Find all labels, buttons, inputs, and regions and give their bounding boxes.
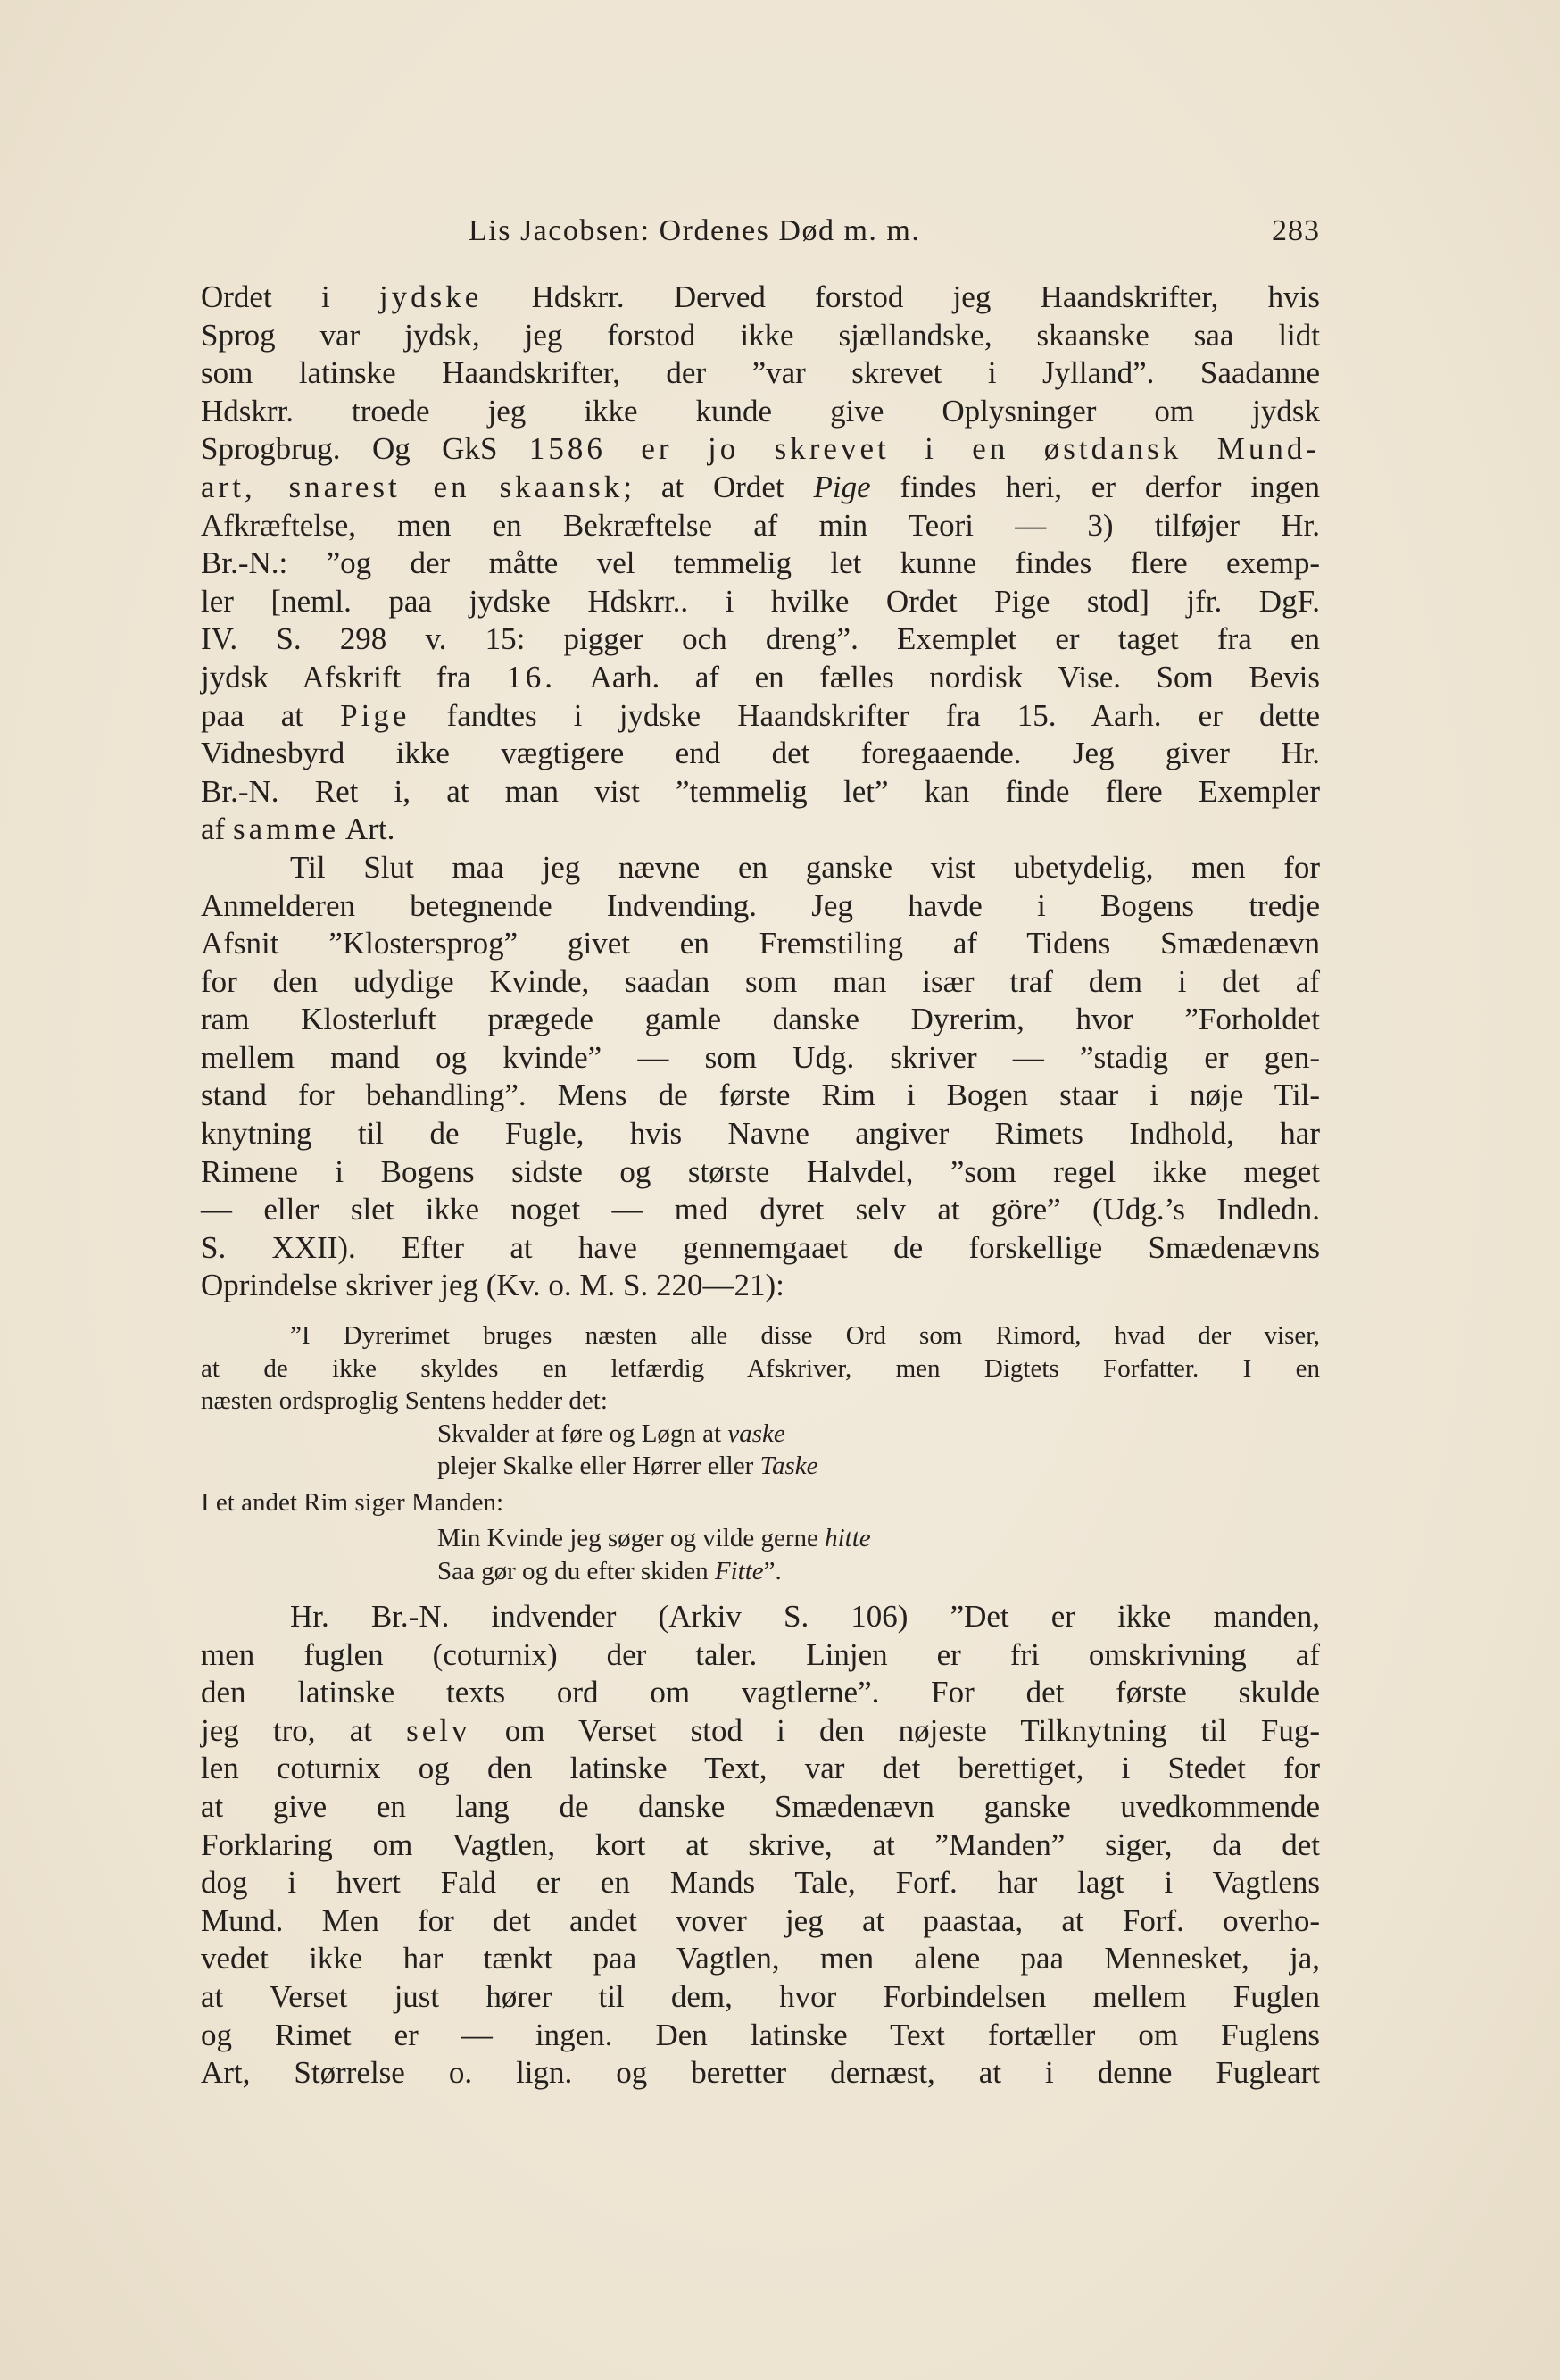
text-line: Ordet i jydske Hdskrr. Derved forstod jeg Haandskrifter, hvis [201, 279, 1320, 314]
text-line: at give en lang de danske Smædenævn ganske uvedkommende [201, 1789, 1320, 1824]
text-line: at Verset just hører til dem, hvor Forbindelsen mellem Fuglen [201, 1978, 1320, 2014]
text-line: IV. S. 298 v. 15: pigger och dreng”. Exemplet er taget fra en [201, 621, 1320, 657]
text-line: Br.-N. Ret i, at man vist ”temmelig let” kan finde flere Exempler [201, 773, 1320, 809]
text-line: jydsk Afskrift fra 16. Aarh. af en fælles nordisk Vise. Som Bevis [201, 659, 1320, 695]
running-head: Lis Jacobsen: Ordenes Død m. m. [469, 214, 921, 247]
text-line: Oprindelse skriver jeg (Kv. o. M. S. 220—21): [201, 1268, 784, 1303]
text-line: stand for behandling”. Mens de første Rim i Bogen staar i nøje Til- [201, 1078, 1320, 1113]
text-line: Mund. Men for det andet vover jeg at paastaa, at Forf. overho- [201, 1902, 1320, 1938]
block-quote [201, 1319, 1320, 1587]
text-line: len coturnix og den latinske Text, var det berettiget, i Stedet for [201, 1751, 1320, 1786]
verse-line: Saa gør og du efter skiden Fitte”. [437, 1556, 782, 1585]
text-line: Rimene i Bogens sidste og største Halvdel, ”som regel ikke meget [201, 1153, 1320, 1189]
page-number: 283 [1272, 214, 1320, 247]
text-line: ler [neml. paa jydske Hdskrr.. i hvilke Ordet Pige stod] jfr. DgF. [201, 583, 1320, 619]
text-line: Til Slut maa jeg nævne en ganske vist ubetydelig, men for [290, 849, 1320, 885]
text-line: Vidnesbyrd ikke vægtigere end det foregaaende. Jeg giver Hr. [201, 736, 1320, 771]
text-line: Afkræftelse, men en Bekræftelse af min Teori — 3) tilføjer Hr. [201, 507, 1320, 543]
text-line: Br.-N.: ”og der måtte vel temmelig let kunne findes flere exemp- [201, 545, 1320, 581]
text-line: Sprog var jydsk, jeg forstod ikke sjællandske, skaanske saa lidt [201, 317, 1320, 353]
verse-line: Min Kvinde jeg søger og vilde gerne hitte [437, 1524, 871, 1553]
text-line: for den udydige Kvinde, saadan som man især traf dem i det af [201, 963, 1320, 999]
text-line: som latinske Haandskrifter, der ”var skrevet i Jylland”. Saadanne [201, 355, 1320, 391]
text-line: — eller slet ikke noget — med dyret selv at göre” (Udg.’s Indledn. [201, 1192, 1320, 1227]
text-line: Hr. Br.-N. indvender (Arkiv S. 106) ”Det er ikke manden, [290, 1599, 1320, 1635]
verse-line: plejer Skalke eller Hørrer eller Taske [437, 1452, 818, 1481]
paragraph-2 [201, 849, 1320, 1305]
text-line: mellem mand og kvinde” — som Udg. skriver — ”stadig er gen- [201, 1039, 1320, 1075]
text-line: den latinske texts ord om vagtlerne”. For det første skulde [201, 1675, 1320, 1710]
quote-line: at de ikke skyldes en letfærdig Afskriver, men Digtets Forfatter. I en [201, 1353, 1320, 1383]
text-line: dog i hvert Fald er en Mands Tale, Forf. har lagt i Vagtlens [201, 1865, 1320, 1901]
text-line: S. XXII). Efter at have gennemgaaet de forskellige Smædenævns [201, 1229, 1320, 1265]
text-line: og Rimet er — ingen. Den latinske Text fortæller om Fuglens [201, 2017, 1320, 2052]
text-line: art, snarest en skaansk; at Ordet Pige findes heri, er derfor ingen [201, 469, 1321, 504]
quote-line: I et andet Rim siger Manden: [201, 1487, 504, 1517]
text-line: jeg tro, at selv om Verset stod i den nøjeste Tilknytning til Fug- [201, 1712, 1321, 1748]
quote-line: ”I Dyrerimet bruges næsten alle disse Ord som Rimord, hvad der viser, [290, 1321, 1320, 1351]
text-line: paa at Pige fandtes i jydske Haandskrifter fra 15. Aarh. er dette [201, 697, 1321, 733]
text-line: ram Klosterluft prægede gamle danske Dyrerim, hvor ”Forholdet [201, 1002, 1320, 1037]
quote-line: næsten ordsproglig Sentens hedder det: [201, 1386, 608, 1416]
text-line: Forklaring om Vagtlen, kort at skrive, at ”Manden” siger, da det [201, 1827, 1320, 1862]
verse-line: Skvalder at føre og Løgn at vaske [437, 1419, 785, 1448]
page-body [201, 279, 1320, 2093]
text-line: af samme Art. [201, 811, 395, 847]
text-line: men fuglen (coturnix) der taler. Linjen er fri omskrivning af [201, 1636, 1320, 1672]
text-line: Afsnit ”Klostersprog” givet en Fremstiling af Tidens Smædenævn [201, 926, 1320, 961]
text-line: Sprogbrug. Og GkS 1586 er jo skrevet i en østdansk Mund- [201, 431, 1321, 467]
text-line: Anmelderen betegnende Indvending. Jeg havde i Bogens tredje [201, 887, 1320, 923]
text-line: knytning til de Fugle, hvis Navne angiver Rimets Indhold, har [201, 1116, 1320, 1152]
paragraph-3 [201, 1598, 1320, 2093]
text-line: Art, Størrelse o. lign. og beretter dernæst, at i denne Fugleart [201, 2055, 1320, 2091]
text-line: Hdskrr. troede jeg ikke kunde give Oplysninger om jydsk [201, 393, 1320, 429]
page-header [201, 214, 1320, 257]
text-line: vedet ikke har tænkt paa Vagtlen, men alene paa Mennesket, ja, [201, 1941, 1320, 1976]
paragraph-1 [201, 279, 1320, 849]
